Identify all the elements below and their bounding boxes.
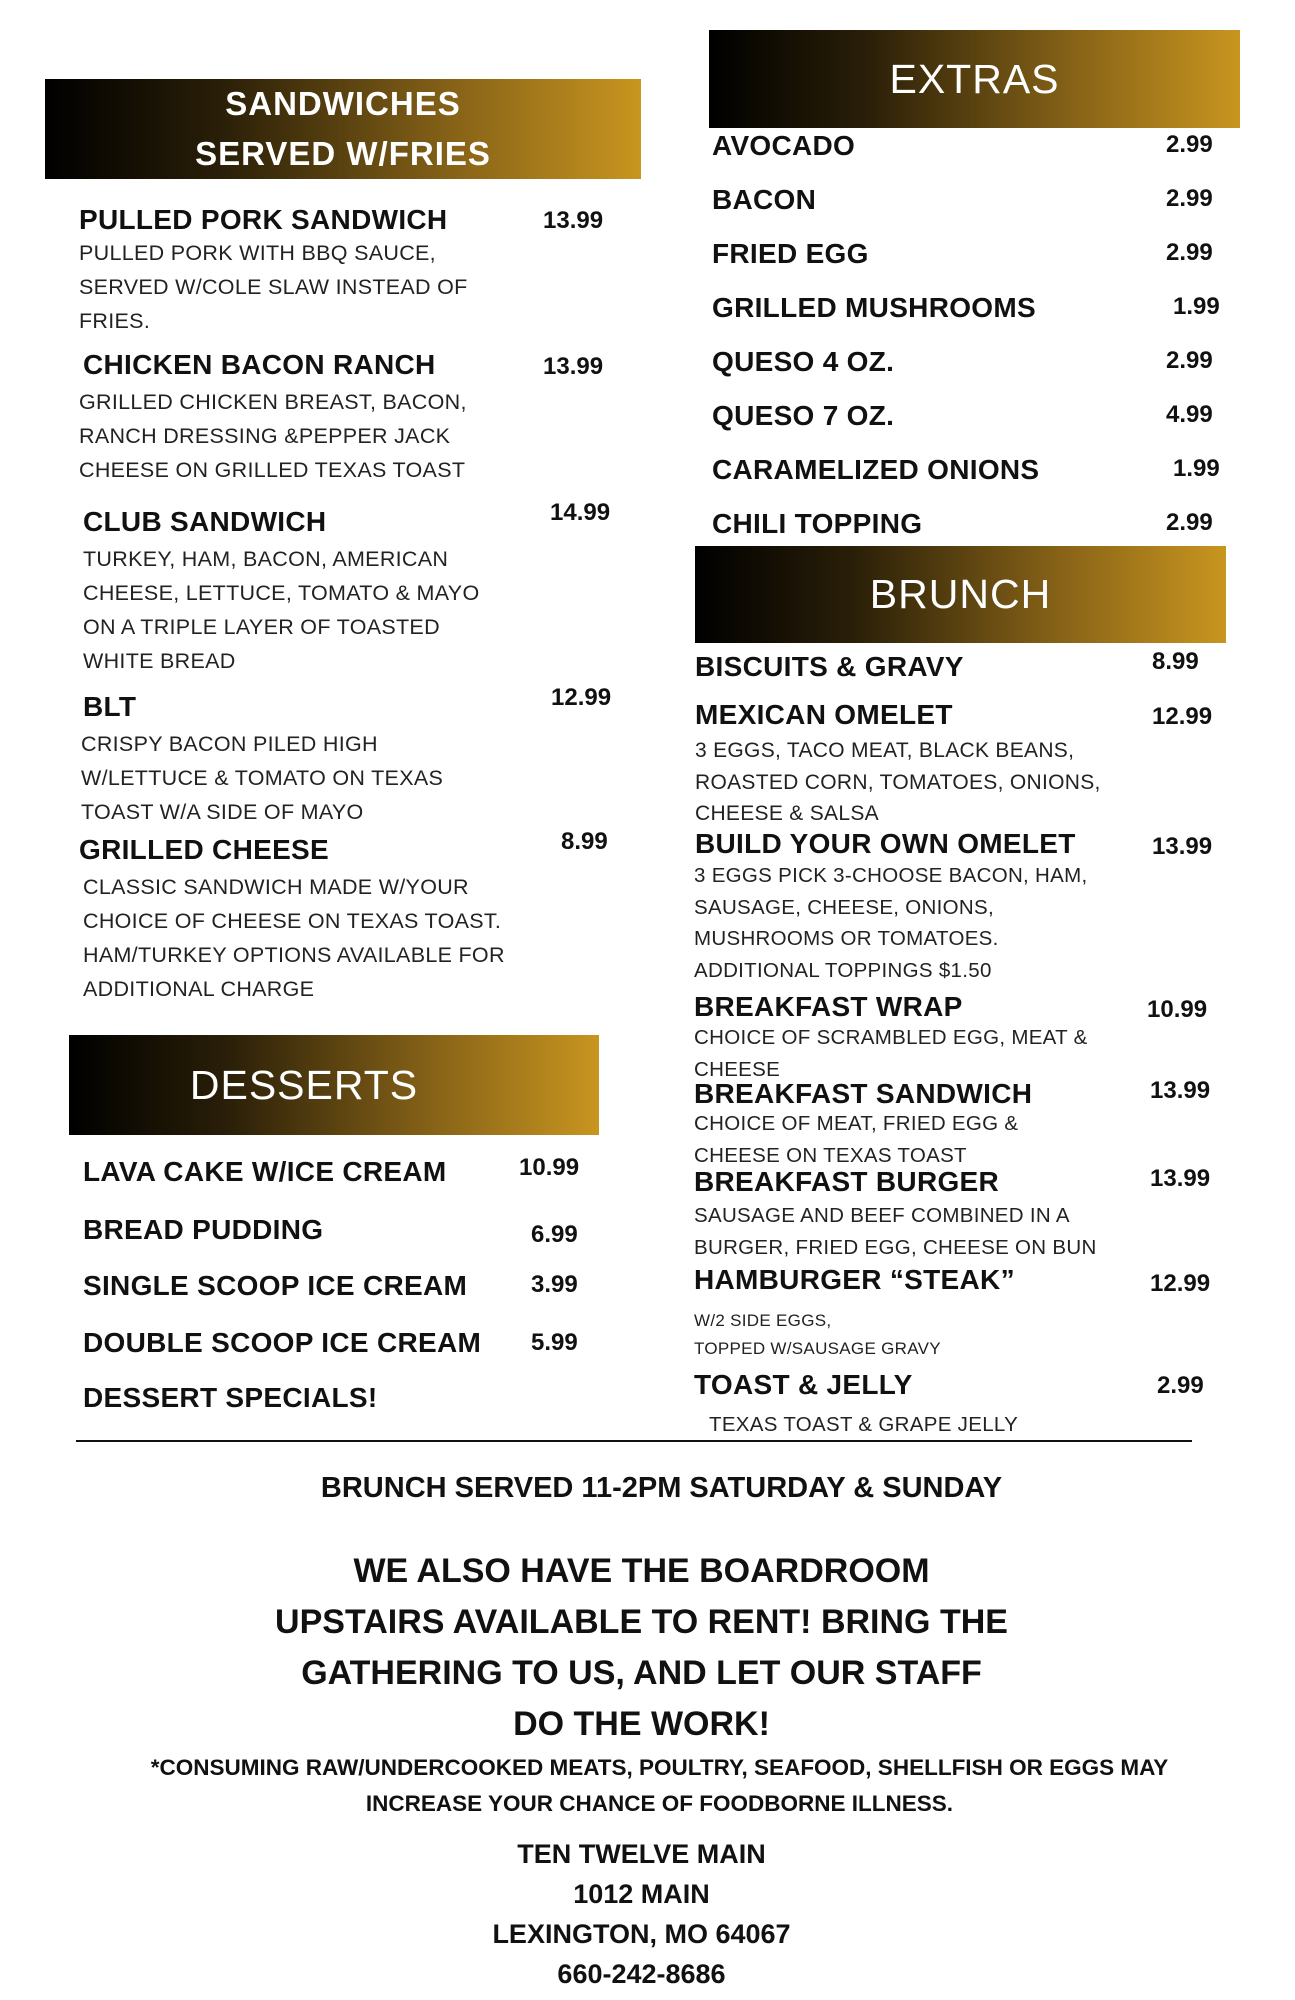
desc-line: CHEESE & SALSA — [695, 802, 879, 825]
menu-item-name: DESSERT SPECIALS! — [83, 1382, 378, 1413]
menu-item-price: 5.99 — [531, 1329, 578, 1356]
food-safety-disclaimer — [12, 1750, 1295, 1822]
menu-item-price: 12.99 — [551, 684, 612, 711]
desc-line: CHOICE OF MEAT, FRIED EGG & — [694, 1112, 1019, 1135]
sandwiches-banner — [45, 79, 641, 179]
extra-item-price: 2.99 — [1166, 185, 1213, 212]
menu-item-name: GRILLED CHEESE — [79, 834, 330, 865]
extras-banner — [709, 30, 1240, 128]
menu-item-name: MEXICAN OMELET — [695, 699, 953, 730]
menu-item-name: HAMBURGER “STEAK” — [694, 1264, 1015, 1295]
desc-line: 3 EGGS, TACO MEAT, BLACK BEANS, — [695, 739, 1075, 762]
extra-item-price: 1.99 — [1173, 293, 1220, 320]
extra-item-name: CHILI TOPPING — [712, 508, 923, 539]
desc-line: 3 EGGS PICK 3-CHOOSE BACON, HAM, — [694, 864, 1088, 887]
section-divider — [76, 1440, 1192, 1442]
menu-item-price: 13.99 — [543, 353, 604, 380]
menu-item-price: 13.99 — [1152, 833, 1213, 860]
extras-title: EXTRAS — [889, 55, 1060, 102]
menu-item-name: BREAKFAST BURGER — [694, 1166, 1000, 1197]
extra-item-price: 2.99 — [1166, 131, 1213, 158]
menu-item-name: PULLED PORK SANDWICH — [79, 204, 448, 235]
street-address: 1012 MAIN — [573, 1879, 710, 1909]
restaurant-contact — [0, 1834, 1289, 1994]
menu-item-desc — [79, 385, 467, 487]
menu-item-desc — [83, 870, 505, 1006]
extra-item-name: GRILLED MUSHROOMS — [712, 292, 1036, 323]
menu-item-name: BREAD PUDDING — [83, 1214, 324, 1245]
desc-line: CLASSIC SANDWICH MADE W/YOUR — [83, 875, 469, 899]
desc-line: MUSHROOMS OR TOMATOES. — [694, 927, 999, 950]
menu-item-price: 8.99 — [561, 828, 608, 855]
desc-line: GRILLED CHICKEN BREAST, BACON, — [79, 390, 467, 414]
menu-item-name: BLT — [83, 691, 137, 722]
menu-item-name: BREAKFAST WRAP — [694, 991, 963, 1022]
menu-item-price: 13.99 — [543, 207, 604, 234]
menu-item-price: 10.99 — [1147, 996, 1208, 1023]
extra-item-price: 2.99 — [1166, 347, 1213, 374]
desserts-title: DESSERTS — [189, 1061, 419, 1108]
disclaimer-line: *CONSUMING RAW/UNDERCOOKED MEATS, POULTRY, SEAFOOD, SHELLFISH OR EGGS MAY — [150, 1755, 1169, 1780]
desc-line: CHEESE, LETTUCE, TOMATO & MAYO — [83, 581, 480, 605]
extra-item-name: BACON — [712, 184, 817, 215]
menu-item-name: DOUBLE SCOOP ICE CREAM — [83, 1327, 482, 1358]
menu-item-desc — [694, 860, 1087, 986]
brunch-hours: BRUNCH SERVED 11-2PM SATURDAY & SUNDAY — [320, 1472, 1003, 1504]
desc-line: CHEESE ON GRILLED TEXAS TOAST — [79, 458, 466, 482]
extra-item-name: QUESO 4 OZ. — [712, 346, 895, 377]
menu-item-price: 3.99 — [531, 1271, 578, 1298]
promo-line: WE ALSO HAVE THE BOARDROOM — [353, 1552, 930, 1590]
desc-line: ADDITIONAL TOPPINGS $1.50 — [694, 958, 992, 982]
menu-item-desc — [79, 236, 468, 338]
extra-item-name: QUESO 7 OZ. — [712, 400, 895, 431]
sandwiches-subtitle: SERVED W/FRIES — [195, 135, 491, 172]
desc-line: CHOICE OF CHEESE ON TEXAS TOAST. — [83, 909, 502, 933]
menu-item-price: 10.99 — [519, 1154, 580, 1181]
menu-item-desc — [81, 727, 443, 829]
menu-item-name: LAVA CAKE W/ICE CREAM — [83, 1156, 447, 1187]
desc-line: SAUSAGE AND BEEF COMBINED IN A — [694, 1204, 1070, 1227]
disclaimer-line: INCREASE YOUR CHANCE OF FOODBORNE ILLNESS. — [365, 1791, 954, 1816]
extra-item-price: 2.99 — [1166, 509, 1213, 536]
city-address: LEXINGTON, MO 64067 — [492, 1919, 791, 1949]
menu-item-desc — [695, 735, 1101, 830]
restaurant-name: TEN TWELVE MAIN — [517, 1839, 766, 1869]
desc-line: RANCH DRESSING &PEPPER JACK — [79, 424, 451, 448]
extra-item-name: FRIED EGG — [712, 238, 869, 269]
desc-line: CHOICE OF SCRAMBLED EGG, MEAT & — [694, 1026, 1088, 1049]
sandwiches-title: SANDWICHES — [225, 85, 461, 122]
promo-line: UPSTAIRS AVAILABLE TO RENT! BRING THE — [275, 1603, 1008, 1641]
desc-line: CHEESE ON TEXAS TOAST — [694, 1144, 967, 1167]
menu-item-name: BUILD YOUR OWN OMELET — [695, 828, 1076, 859]
menu-item-price: 12.99 — [1150, 1270, 1211, 1297]
desc-line: SAUSAGE, CHEESE, ONIONS, — [694, 895, 994, 919]
extra-item-price: 4.99 — [1166, 401, 1213, 428]
menu-item-price: 12.99 — [1152, 703, 1213, 730]
brunch-banner — [695, 546, 1226, 643]
extra-item-name: AVOCADO — [712, 130, 856, 161]
menu-item-desc — [694, 1108, 1018, 1172]
promo-line: GATHERING TO US, AND LET OUR STAFF — [301, 1654, 982, 1692]
extra-item-name: CARAMELIZED ONIONS — [712, 454, 1040, 485]
desc-line: TOPPED W/SAUSAGE GRAVY — [694, 1339, 941, 1358]
desc-line: CHEESE — [694, 1058, 781, 1081]
desc-line: SERVED W/COLE SLAW INSTEAD OF — [79, 275, 468, 299]
menu-item-name: CLUB SANDWICH — [83, 506, 327, 537]
brunch-title: BRUNCH — [869, 571, 1052, 617]
menu-item-desc — [709, 1409, 1018, 1441]
desc-line: ON A TRIPLE LAYER OF TOASTED — [83, 615, 440, 639]
menu-item-price: 8.99 — [1152, 648, 1199, 675]
menu-item-name: TOAST & JELLY — [694, 1369, 913, 1400]
menu-item-name: CHICKEN BACON RANCH — [83, 349, 436, 380]
menu-item-name: BISCUITS & GRAVY — [695, 651, 964, 682]
boardroom-promo — [0, 1546, 1289, 1750]
menu-item-name: BREAKFAST SANDWICH — [694, 1078, 1033, 1109]
menu-item-price: 6.99 — [531, 1221, 578, 1248]
desc-line: ADDITIONAL CHARGE — [83, 977, 315, 1001]
promo-line: DO THE WORK! — [513, 1705, 770, 1743]
desc-line: FRIES. — [79, 309, 151, 333]
desc-line: ROASTED CORN, TOMATOES, ONIONS, — [695, 770, 1101, 794]
extra-item-price: 1.99 — [1173, 455, 1220, 482]
desc-line: BURGER, FRIED EGG, CHEESE ON BUN — [694, 1236, 1097, 1259]
desc-line: W/2 SIDE EGGS, — [694, 1311, 832, 1330]
menu-item-desc — [83, 542, 479, 678]
desc-line: HAM/TURKEY OPTIONS AVAILABLE FOR — [83, 943, 505, 967]
desc-line: WHITE BREAD — [83, 649, 236, 673]
menu-item-price: 13.99 — [1150, 1165, 1211, 1192]
extra-item-price: 2.99 — [1166, 239, 1213, 266]
menu-item-desc — [694, 1200, 1097, 1264]
desc-line: TEXAS TOAST & GRAPE JELLY — [709, 1413, 1019, 1436]
menu-item-price: 13.99 — [1150, 1077, 1211, 1104]
desc-line: CRISPY BACON PILED HIGH — [81, 732, 378, 756]
desc-line: TOAST W/A SIDE OF MAYO — [81, 800, 364, 824]
desc-line: W/LETTUCE & TOMATO ON TEXAS — [81, 766, 444, 790]
phone-number: 660-242-8686 — [557, 1959, 726, 1989]
menu-item-price: 2.99 — [1157, 1372, 1204, 1399]
menu-item-price: 14.99 — [550, 499, 611, 526]
menu-item-name: SINGLE SCOOP ICE CREAM — [83, 1270, 468, 1301]
menu-item-desc — [694, 1022, 1088, 1086]
desc-line: PULLED PORK WITH BBQ SAUCE, — [79, 241, 436, 265]
menu-item-desc — [694, 1307, 941, 1363]
desc-line: TURKEY, HAM, BACON, AMERICAN — [83, 547, 449, 571]
desserts-banner — [69, 1035, 599, 1135]
